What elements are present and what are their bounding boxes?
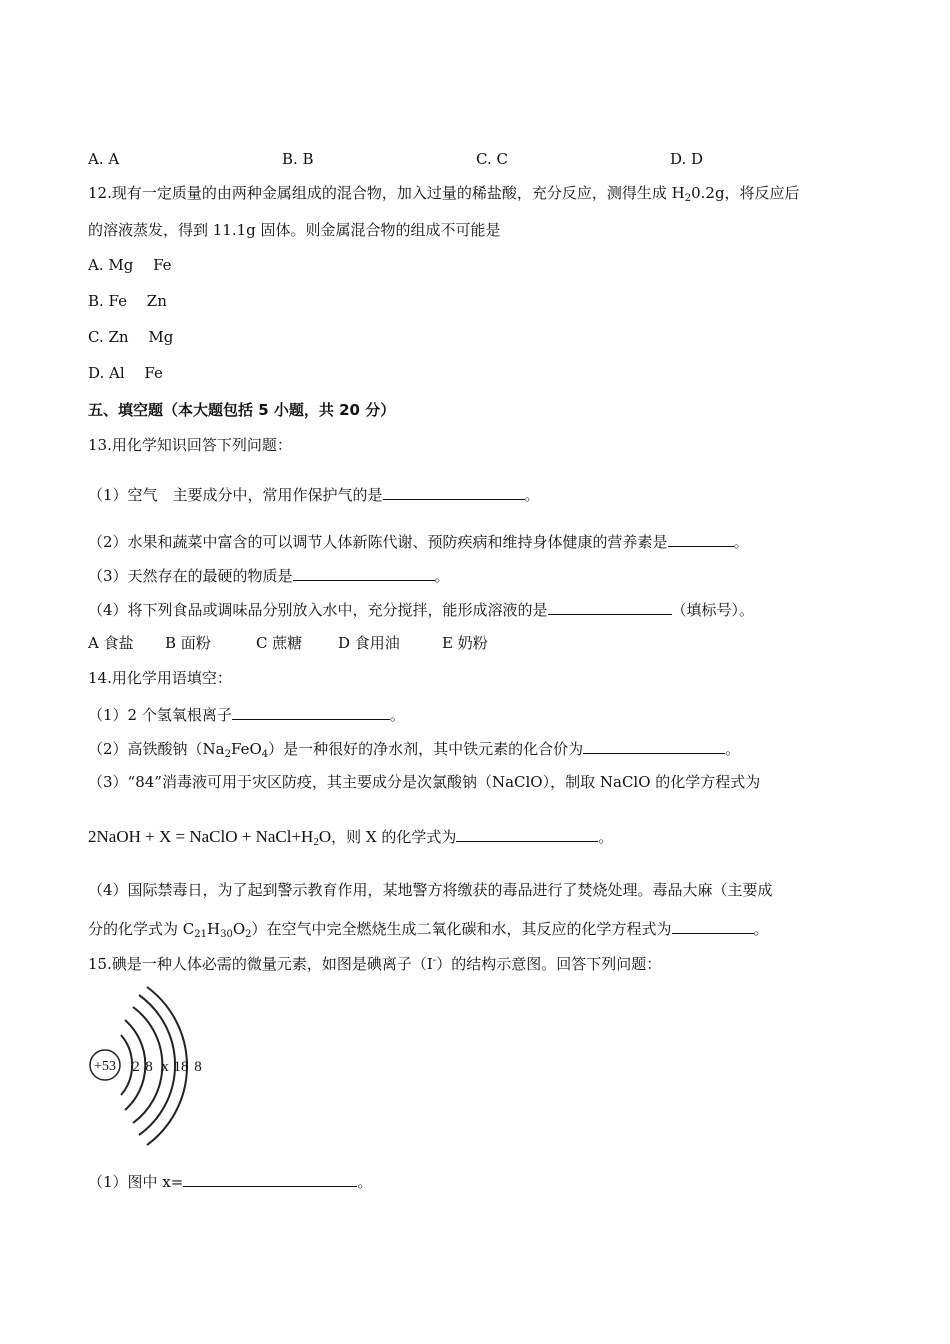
q11-option-b: B. B: [282, 150, 314, 168]
q12-subscript: 2: [684, 193, 692, 204]
period: 。: [725, 740, 741, 758]
q12-stem-line1: [88, 183, 800, 203]
q11-option-c: C. C: [476, 150, 508, 168]
shell-3-electrons: x: [161, 1059, 169, 1075]
q13-part2-blank[interactable]: [668, 531, 734, 547]
q13-part1-text: （1）空气 主要成分中，常用作保护气的是: [88, 486, 383, 504]
q14-part1-blank[interactable]: [232, 704, 390, 720]
q15-part1-blank[interactable]: [183, 1171, 357, 1187]
q14-part1-text: （1）2 个氢氧根离子: [88, 706, 232, 724]
q14-part3-line2: [88, 824, 613, 850]
iodide-ion-structure-diagram: [85, 985, 215, 1147]
period: 。: [389, 706, 405, 724]
q14-stem: 14.用化学用语填空：: [88, 669, 232, 687]
q12-option-c: C. Zn Mg: [88, 328, 174, 346]
q14-part4-text-end: ）在空气中完全燃烧生成二氧化碳和水，其反应的化学方程式为: [251, 920, 672, 938]
q13-part3-blank[interactable]: [293, 565, 435, 581]
equation-text: 2NaOH + X = NaClO + NaCl+H: [88, 827, 314, 846]
q14-part4-text: 分的化学式为 C: [88, 920, 195, 938]
q15-superscript: -: [432, 955, 437, 966]
q14-part3-line1: （3）“84”消毒液可用于灾区防疫，其主要成分是次氯酸钠（NaClO），制取 NaClO 的化学方程式为: [88, 773, 761, 791]
period: 。: [733, 533, 749, 551]
q13-part4-blank[interactable]: [548, 599, 672, 615]
q14-part4-blank[interactable]: [672, 918, 754, 934]
q14-part2-text: （2）高铁酸钠（Na: [88, 740, 225, 758]
q13-part4-text: （4）将下列食品或调味品分别放入水中，充分搅拌，能形成溶液的是: [88, 601, 548, 619]
q13-choice-c: C 蔗糖: [256, 634, 303, 652]
q11-option-d: D. D: [670, 150, 704, 168]
q12-option-d: D. Al Fe: [88, 364, 163, 382]
q13-part1-blank[interactable]: [383, 484, 525, 500]
electron-shell-1: [121, 1035, 132, 1095]
q13-choice-e: E 奶粉: [442, 634, 488, 652]
shell-4-electrons: 18: [173, 1059, 189, 1075]
q12-stem-text-end: 0.2g，将反应后: [691, 184, 800, 202]
equation-text-end: O: [318, 827, 332, 846]
q13-part2-text: （2）水果和蔬菜中富含的可以调节人体新陈代谢、预防疾病和维持身体健康的营养素是: [88, 533, 668, 551]
q13-part3: [88, 565, 450, 586]
section5-title: 五、填空题（本大题包括 5 小题，共 20 分）: [88, 401, 396, 419]
q13-part4-text-end: （填标号）。: [671, 601, 755, 619]
q13-stem: 13.用化学知识回答下列问题：: [88, 436, 292, 454]
q12-option-b: B. Fe Zn: [88, 292, 167, 310]
q14-part4-line1: （4）国际禁毒日，为了起到警示教育作用，某地警方将缴获的毒品进行了焚烧处理。毒品大麻（主要成: [88, 881, 773, 899]
shell-5-electrons: 8: [194, 1059, 202, 1075]
shell-2-electrons: 8: [145, 1059, 153, 1075]
formula-element: H: [206, 920, 221, 938]
q13-part4: [88, 599, 754, 620]
period: 。: [524, 486, 540, 504]
chemical-equation: [88, 827, 331, 846]
period: 。: [753, 920, 769, 938]
q14-part2-formula: FeO: [231, 740, 262, 758]
q14-part2-subscript: 4: [261, 749, 269, 760]
q12-stem-line2: 的溶液蒸发，得到 11.1g 固体。则金属混合物的组成不可能是: [88, 221, 501, 239]
q15-part1-text: （1）图中 x=: [88, 1173, 184, 1191]
q13-part2: [88, 531, 749, 552]
period: 。: [357, 1173, 373, 1191]
q13-choice-d: D 食用油: [338, 634, 400, 652]
formula-element: O: [232, 920, 246, 938]
q14-part3-text: ，则 X 的化学式为: [331, 828, 457, 846]
equation-subscript: 2: [313, 836, 319, 848]
subscript: 21: [194, 929, 207, 940]
q13-choice-b: B 面粉: [165, 634, 211, 652]
q11-option-a: A. A: [88, 150, 120, 168]
q12-stem-text: 12.现有一定质量的由两种金属组成的混合物，加入过量的稀盐酸，充分反应，测得生成 H: [88, 184, 685, 202]
subscript: 2: [245, 929, 252, 940]
q15-stem-text-end: ）的结构示意图。回答下列问题：: [436, 955, 662, 973]
period: 。: [434, 567, 450, 585]
q13-part1: [88, 484, 540, 505]
q14-part2-subscript: 2: [224, 749, 231, 760]
subscript: 30: [220, 929, 233, 940]
q12-option-a: A. Mg Fe: [88, 256, 172, 274]
q14-part4-line2: [88, 918, 769, 939]
q15-stem-text: 15.碘是一种人体必需的微量元素，如图是碘离子（I: [88, 955, 433, 973]
q14-part2-text-end: ）是一种很好的净水剂，其中铁元素的化合价为: [268, 740, 584, 758]
q15-part1: [88, 1171, 372, 1192]
q14-part2: [88, 738, 740, 759]
q14-part1: [88, 704, 405, 725]
nucleus-charge: +53: [94, 1059, 116, 1074]
q15-stem: [88, 954, 661, 974]
q14-part3-blank[interactable]: [456, 826, 598, 842]
q13-choice-a: A 食盐: [88, 634, 134, 652]
q14-part2-blank[interactable]: [583, 738, 725, 754]
period: 。: [598, 828, 614, 846]
shell-1-electrons: 2: [132, 1059, 140, 1075]
q13-part3-text: （3）天然存在的最硬的物质是: [88, 567, 293, 585]
